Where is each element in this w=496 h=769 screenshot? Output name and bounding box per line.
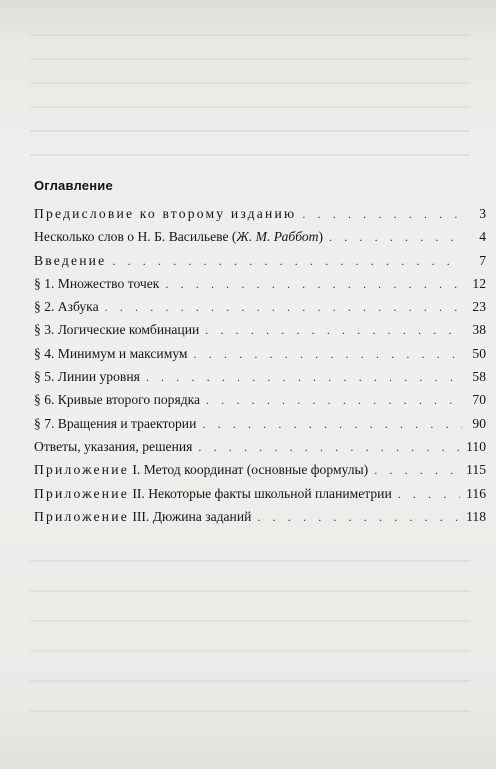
toc-entry-title: [34, 229, 323, 245]
toc-entry-title: [34, 206, 296, 222]
toc-entry-title: [34, 392, 200, 408]
toc-page-number: 7: [479, 252, 486, 268]
toc-leader-dots: [329, 230, 462, 245]
toc-page-number: 4: [479, 229, 486, 245]
toc-entry-title: [34, 462, 368, 478]
toc-entry-text-after: ): [318, 229, 324, 245]
bleed-through-line: [30, 82, 470, 84]
toc-page-number: 58: [472, 369, 486, 385]
toc-entry: [34, 253, 486, 276]
toc-entry: [34, 392, 486, 415]
toc-entry-text: Ответы, указания, решения: [34, 438, 193, 454]
toc-entry-text: § 6. Кривые второго порядка: [34, 392, 201, 408]
toc-entry-text: III. Дюжина заданий: [128, 508, 252, 524]
toc-entry-title: [34, 346, 188, 362]
toc-entry: [34, 206, 486, 229]
toc-page-number: 116: [466, 485, 486, 501]
toc-entry-spaced-text: Предисловие ко второму изданию: [34, 206, 297, 221]
toc-entry: [34, 486, 486, 509]
toc-entry: [34, 322, 486, 345]
toc-entry-spaced-text: Приложение: [34, 462, 129, 478]
toc-page-number: 3: [479, 206, 486, 221]
toc-entry-text: II. Некоторые факты школьной планиметрии: [128, 485, 392, 501]
toc-entry-text: § 7. Вращения и траектории: [34, 415, 197, 431]
bleed-through-line: [30, 560, 470, 562]
toc-leader-dots: [146, 370, 462, 385]
toc-entry-text: § 3. Логические комбинации: [34, 322, 200, 338]
toc-entry: [34, 462, 486, 485]
toc-leader-dots: [398, 487, 460, 502]
toc-page-number: 110: [466, 438, 486, 454]
bleed-through-line: [30, 34, 470, 36]
toc-entry: [34, 346, 486, 369]
bleed-through-line: [30, 710, 470, 712]
toc-entry-text: § 1. Множество точек: [34, 275, 160, 291]
bleed-through-line: [30, 154, 470, 156]
toc-leader-dots: [194, 347, 462, 362]
toc-entry-title: [34, 299, 99, 315]
toc-entry-title: [34, 486, 392, 502]
toc-entry-spaced-text: Приложение: [34, 508, 129, 524]
toc-leader-dots: [165, 277, 462, 292]
bleed-through-line: [30, 106, 470, 108]
toc-page-number: 38: [472, 322, 486, 338]
toc-entry-title: [34, 439, 192, 455]
bleed-through-line: [30, 58, 470, 60]
toc-leader-dots: [374, 463, 460, 478]
toc-entry-author: Ж. М. Раббот: [236, 229, 319, 245]
toc-leader-dots: [198, 440, 460, 455]
toc-entry-text: Несколько слов о Н. Б. Васильеве (: [34, 229, 237, 245]
toc-page-number: 50: [472, 345, 486, 361]
toc-entry: [34, 299, 486, 322]
toc-leader-dots: [112, 254, 462, 269]
toc-leader-dots: [205, 323, 462, 338]
toc-entry: [34, 416, 486, 439]
toc-leader-dots: [257, 510, 460, 525]
toc-entry-text: § 5. Линии уровня: [34, 369, 140, 385]
toc-entry-title: [34, 276, 159, 292]
toc-entry-title: [34, 322, 199, 338]
toc-entry-spaced-text: Введение: [34, 252, 107, 268]
toc-leader-dots: [206, 393, 462, 408]
toc-page-number: 70: [472, 392, 486, 408]
toc-page-number: 90: [472, 415, 486, 431]
toc-entry-text: § 4. Минимум и максимум: [34, 345, 188, 361]
toc-page-number: 115: [466, 462, 486, 478]
toc-leader-dots: [302, 207, 462, 222]
toc-page-number: 12: [472, 275, 486, 291]
toc-entry-title: [34, 416, 196, 432]
toc-entry: [34, 509, 486, 532]
toc-leader-dots: [202, 417, 462, 432]
toc-list: [34, 206, 486, 532]
bleed-through-line: [30, 130, 470, 132]
toc-page-number: 118: [466, 508, 486, 524]
toc-entry-title: [34, 509, 251, 525]
bleed-through-line: [30, 590, 470, 592]
toc-leader-dots: [105, 300, 462, 315]
toc-entry: [34, 276, 486, 299]
toc-entry-title: [34, 369, 140, 385]
toc-entry-spaced-text: Приложение: [34, 485, 129, 501]
toc-entry: [34, 229, 486, 252]
toc-entry-title: [34, 253, 106, 269]
toc-entry: [34, 369, 486, 392]
toc-entry-text: I. Метод координат (основные формулы): [128, 462, 369, 478]
toc-page-number: 23: [472, 299, 486, 315]
bleed-through-line: [30, 680, 470, 682]
toc-heading: Оглавление: [34, 178, 113, 193]
bleed-through-line: [30, 650, 470, 652]
toc-entry: [34, 439, 486, 462]
toc-entry-text: § 2. Азбука: [34, 299, 99, 315]
bleed-through-line: [30, 620, 470, 622]
